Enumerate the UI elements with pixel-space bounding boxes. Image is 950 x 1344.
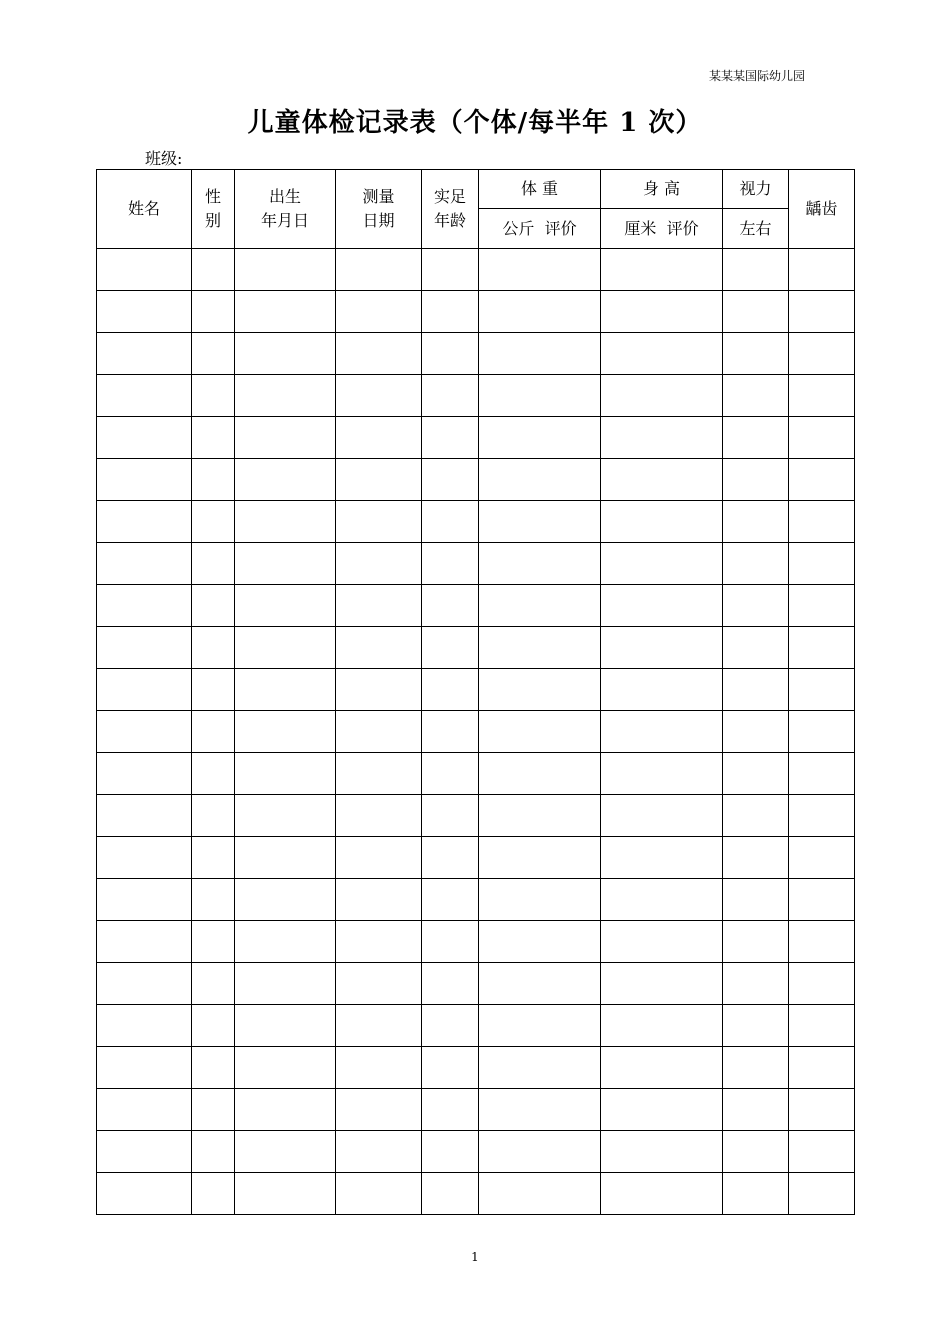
cell-name[interactable]	[97, 585, 192, 627]
cell-weight[interactable]	[479, 1047, 601, 1089]
header-height-sub: 厘米 评价	[601, 209, 723, 249]
cell-sex[interactable]	[192, 837, 235, 879]
cell-caries[interactable]	[789, 1131, 855, 1173]
cell-weight[interactable]	[479, 837, 601, 879]
cell-vision[interactable]	[723, 879, 789, 921]
page-title: 儿童体检记录表（个体/每半年 1 次）	[247, 108, 703, 138]
cell-weight[interactable]	[479, 963, 601, 1005]
cell-birth-date[interactable]	[235, 249, 336, 291]
table-row	[97, 711, 855, 753]
page-number: 1	[471, 1250, 479, 1264]
cell-sex[interactable]	[192, 963, 235, 1005]
table-row	[97, 1173, 855, 1215]
cell-sex[interactable]	[192, 1047, 235, 1089]
cell-caries[interactable]	[789, 585, 855, 627]
cell-caries[interactable]	[789, 837, 855, 879]
cell-birth-date[interactable]	[235, 585, 336, 627]
cell-height[interactable]	[601, 669, 723, 711]
table-row	[97, 417, 855, 459]
cell-measure-date[interactable]	[336, 1089, 422, 1131]
cell-weight[interactable]	[479, 417, 601, 459]
table-row	[97, 921, 855, 963]
cell-birth-date[interactable]	[235, 963, 336, 1005]
table-row	[97, 627, 855, 669]
cell-age[interactable]	[422, 1047, 479, 1089]
cell-name[interactable]	[97, 501, 192, 543]
cell-birth-date[interactable]	[235, 375, 336, 417]
cell-measure-date[interactable]	[336, 837, 422, 879]
cell-caries[interactable]	[789, 249, 855, 291]
table-row	[97, 249, 855, 291]
cell-name[interactable]	[97, 711, 192, 753]
cell-caries[interactable]	[789, 459, 855, 501]
cell-birth-date[interactable]	[235, 711, 336, 753]
cell-name[interactable]	[97, 249, 192, 291]
cell-height[interactable]	[601, 1005, 723, 1047]
cell-vision[interactable]	[723, 333, 789, 375]
table-row	[97, 1131, 855, 1173]
cell-sex[interactable]	[192, 375, 235, 417]
cell-height[interactable]	[601, 627, 723, 669]
cell-measure-date[interactable]	[336, 1173, 422, 1215]
cell-weight[interactable]	[479, 753, 601, 795]
cell-height[interactable]	[601, 879, 723, 921]
table-row	[97, 837, 855, 879]
cell-birth-date[interactable]	[235, 795, 336, 837]
cell-measure-date[interactable]	[336, 375, 422, 417]
header-vision-sub: 左右	[723, 209, 789, 249]
cell-height[interactable]	[601, 1089, 723, 1131]
table-row	[97, 1005, 855, 1047]
cell-weight[interactable]	[479, 501, 601, 543]
cell-weight[interactable]	[479, 1173, 601, 1215]
cell-vision[interactable]	[723, 585, 789, 627]
cell-name[interactable]	[97, 417, 192, 459]
cell-age[interactable]	[422, 459, 479, 501]
cell-weight[interactable]	[479, 585, 601, 627]
cell-sex[interactable]	[192, 1173, 235, 1215]
cell-sex[interactable]	[192, 921, 235, 963]
cell-birth-date[interactable]	[235, 753, 336, 795]
cell-caries[interactable]	[789, 963, 855, 1005]
cell-vision[interactable]	[723, 501, 789, 543]
cell-height[interactable]	[601, 459, 723, 501]
cell-measure-date[interactable]	[336, 879, 422, 921]
cell-measure-date[interactable]	[336, 249, 422, 291]
cell-vision[interactable]	[723, 711, 789, 753]
cell-age[interactable]	[422, 375, 479, 417]
health-record-table	[96, 169, 855, 1215]
cell-caries[interactable]	[789, 375, 855, 417]
cell-vision[interactable]	[723, 837, 789, 879]
cell-measure-date[interactable]	[336, 543, 422, 585]
cell-birth-date[interactable]	[235, 837, 336, 879]
cell-caries[interactable]	[789, 1047, 855, 1089]
cell-birth-date[interactable]	[235, 501, 336, 543]
cell-caries[interactable]	[789, 1089, 855, 1131]
header-age: 实足 年龄	[422, 170, 479, 249]
cell-birth-date[interactable]	[235, 417, 336, 459]
class-label: 班级:	[145, 149, 183, 168]
cell-vision[interactable]	[723, 1047, 789, 1089]
cell-vision[interactable]	[723, 669, 789, 711]
cell-age[interactable]	[422, 333, 479, 375]
cell-vision[interactable]	[723, 1089, 789, 1131]
cell-name[interactable]	[97, 627, 192, 669]
cell-name[interactable]	[97, 669, 192, 711]
table-row	[97, 543, 855, 585]
cell-measure-date[interactable]	[336, 459, 422, 501]
header-vision: 视力	[723, 170, 789, 209]
cell-birth-date[interactable]	[235, 879, 336, 921]
cell-weight[interactable]	[479, 333, 601, 375]
cell-measure-date[interactable]	[336, 753, 422, 795]
cell-name[interactable]	[97, 543, 192, 585]
cell-measure-date[interactable]	[336, 501, 422, 543]
cell-vision[interactable]	[723, 249, 789, 291]
cell-name[interactable]	[97, 375, 192, 417]
cell-vision[interactable]	[723, 795, 789, 837]
cell-age[interactable]	[422, 669, 479, 711]
cell-name[interactable]	[97, 921, 192, 963]
header-caries: 龋齿	[789, 170, 855, 249]
cell-sex[interactable]	[192, 333, 235, 375]
cell-name[interactable]	[97, 1131, 192, 1173]
cell-name[interactable]	[97, 333, 192, 375]
cell-caries[interactable]	[789, 417, 855, 459]
cell-vision[interactable]	[723, 921, 789, 963]
header-birth-date: 出生 年月日	[235, 170, 336, 249]
cell-sex[interactable]	[192, 627, 235, 669]
cell-vision[interactable]	[723, 1131, 789, 1173]
cell-height[interactable]	[601, 585, 723, 627]
cell-sex[interactable]	[192, 879, 235, 921]
cell-height[interactable]	[601, 1131, 723, 1173]
header-name: 姓名	[97, 170, 192, 249]
cell-caries[interactable]	[789, 669, 855, 711]
cell-height[interactable]	[601, 417, 723, 459]
cell-age[interactable]	[422, 753, 479, 795]
cell-birth-date[interactable]	[235, 291, 336, 333]
cell-age[interactable]	[422, 963, 479, 1005]
cell-caries[interactable]	[789, 1005, 855, 1047]
table-row	[97, 333, 855, 375]
cell-height[interactable]	[601, 795, 723, 837]
cell-age[interactable]	[422, 501, 479, 543]
header-height: 身 高	[601, 170, 723, 209]
cell-age[interactable]	[422, 585, 479, 627]
cell-measure-date[interactable]	[336, 417, 422, 459]
cell-weight[interactable]	[479, 249, 601, 291]
cell-measure-date[interactable]	[336, 291, 422, 333]
cell-weight[interactable]	[479, 627, 601, 669]
cell-age[interactable]	[422, 921, 479, 963]
cell-birth-date[interactable]	[235, 543, 336, 585]
cell-birth-date[interactable]	[235, 1089, 336, 1131]
kindergarten-name: 某某某国际幼儿园	[708, 69, 805, 83]
cell-age[interactable]	[422, 1005, 479, 1047]
cell-name[interactable]	[97, 291, 192, 333]
cell-vision[interactable]	[723, 543, 789, 585]
cell-vision[interactable]	[723, 375, 789, 417]
cell-sex[interactable]	[192, 417, 235, 459]
cell-sex[interactable]	[192, 501, 235, 543]
cell-caries[interactable]	[789, 711, 855, 753]
cell-caries[interactable]	[789, 543, 855, 585]
cell-name[interactable]	[97, 1047, 192, 1089]
cell-age[interactable]	[422, 837, 479, 879]
cell-measure-date[interactable]	[336, 627, 422, 669]
cell-name[interactable]	[97, 795, 192, 837]
header-weight: 体 重	[479, 170, 601, 209]
cell-height[interactable]	[601, 543, 723, 585]
cell-age[interactable]	[422, 543, 479, 585]
cell-birth-date[interactable]	[235, 1005, 336, 1047]
cell-height[interactable]	[601, 375, 723, 417]
table-row	[97, 795, 855, 837]
table-row	[97, 585, 855, 627]
cell-birth-date[interactable]	[235, 1047, 336, 1089]
header-measure-date: 测量 日期	[336, 170, 422, 249]
cell-vision[interactable]	[723, 963, 789, 1005]
cell-height[interactable]	[601, 1173, 723, 1215]
cell-caries[interactable]	[789, 1173, 855, 1215]
cell-birth-date[interactable]	[235, 669, 336, 711]
cell-measure-date[interactable]	[336, 963, 422, 1005]
cell-measure-date[interactable]	[336, 1047, 422, 1089]
header-weight-sub: 公斤 评价	[479, 209, 601, 249]
cell-weight[interactable]	[479, 459, 601, 501]
cell-name[interactable]	[97, 753, 192, 795]
cell-caries[interactable]	[789, 921, 855, 963]
cell-height[interactable]	[601, 249, 723, 291]
cell-weight[interactable]	[479, 879, 601, 921]
cell-age[interactable]	[422, 291, 479, 333]
cell-sex[interactable]	[192, 543, 235, 585]
table-row	[97, 1047, 855, 1089]
table-row	[97, 879, 855, 921]
cell-sex[interactable]	[192, 291, 235, 333]
cell-weight[interactable]	[479, 375, 601, 417]
table-row	[97, 375, 855, 417]
cell-height[interactable]	[601, 1047, 723, 1089]
cell-sex[interactable]	[192, 1131, 235, 1173]
cell-birth-date[interactable]	[235, 1131, 336, 1173]
table-row	[97, 501, 855, 543]
cell-height[interactable]	[601, 711, 723, 753]
cell-vision[interactable]	[723, 417, 789, 459]
cell-sex[interactable]	[192, 585, 235, 627]
cell-vision[interactable]	[723, 1005, 789, 1047]
table-row	[97, 963, 855, 1005]
cell-caries[interactable]	[789, 795, 855, 837]
cell-weight[interactable]	[479, 1005, 601, 1047]
cell-sex[interactable]	[192, 711, 235, 753]
cell-caries[interactable]	[789, 753, 855, 795]
table-row	[97, 1089, 855, 1131]
cell-height[interactable]	[601, 333, 723, 375]
cell-measure-date[interactable]	[336, 795, 422, 837]
cell-measure-date[interactable]	[336, 921, 422, 963]
cell-sex[interactable]	[192, 249, 235, 291]
cell-vision[interactable]	[723, 753, 789, 795]
cell-measure-date[interactable]	[336, 1131, 422, 1173]
cell-age[interactable]	[422, 1131, 479, 1173]
cell-height[interactable]	[601, 837, 723, 879]
cell-measure-date[interactable]	[336, 669, 422, 711]
cell-birth-date[interactable]	[235, 921, 336, 963]
cell-weight[interactable]	[479, 921, 601, 963]
cell-height[interactable]	[601, 753, 723, 795]
cell-name[interactable]	[97, 963, 192, 1005]
cell-vision[interactable]	[723, 291, 789, 333]
cell-caries[interactable]	[789, 627, 855, 669]
cell-caries[interactable]	[789, 291, 855, 333]
table-body	[97, 249, 855, 1215]
cell-age[interactable]	[422, 249, 479, 291]
cell-weight[interactable]	[479, 669, 601, 711]
cell-name[interactable]	[97, 1089, 192, 1131]
table-row	[97, 291, 855, 333]
cell-weight[interactable]	[479, 795, 601, 837]
cell-vision[interactable]	[723, 459, 789, 501]
cell-name[interactable]	[97, 837, 192, 879]
cell-weight[interactable]	[479, 543, 601, 585]
cell-age[interactable]	[422, 627, 479, 669]
cell-age[interactable]	[422, 417, 479, 459]
cell-sex[interactable]	[192, 753, 235, 795]
cell-name[interactable]	[97, 1005, 192, 1047]
cell-measure-date[interactable]	[336, 711, 422, 753]
cell-measure-date[interactable]	[336, 1005, 422, 1047]
cell-weight[interactable]	[479, 291, 601, 333]
cell-caries[interactable]	[789, 501, 855, 543]
cell-birth-date[interactable]	[235, 627, 336, 669]
cell-birth-date[interactable]	[235, 459, 336, 501]
cell-measure-date[interactable]	[336, 585, 422, 627]
cell-measure-date[interactable]	[336, 333, 422, 375]
cell-height[interactable]	[601, 921, 723, 963]
table-row	[97, 459, 855, 501]
cell-age[interactable]	[422, 1089, 479, 1131]
cell-birth-date[interactable]	[235, 333, 336, 375]
header-sex: 性 别	[192, 170, 235, 249]
cell-age[interactable]	[422, 795, 479, 837]
cell-age[interactable]	[422, 1173, 479, 1215]
cell-sex[interactable]	[192, 1005, 235, 1047]
cell-age[interactable]	[422, 879, 479, 921]
cell-weight[interactable]	[479, 711, 601, 753]
cell-sex[interactable]	[192, 669, 235, 711]
cell-birth-date[interactable]	[235, 1173, 336, 1215]
cell-weight[interactable]	[479, 1131, 601, 1173]
cell-height[interactable]	[601, 963, 723, 1005]
cell-name[interactable]	[97, 879, 192, 921]
cell-name[interactable]	[97, 1173, 192, 1215]
cell-caries[interactable]	[789, 333, 855, 375]
cell-weight[interactable]	[479, 1089, 601, 1131]
cell-sex[interactable]	[192, 459, 235, 501]
cell-height[interactable]	[601, 501, 723, 543]
cell-age[interactable]	[422, 711, 479, 753]
cell-height[interactable]	[601, 291, 723, 333]
cell-sex[interactable]	[192, 795, 235, 837]
table-row	[97, 669, 855, 711]
cell-sex[interactable]	[192, 1089, 235, 1131]
cell-caries[interactable]	[789, 879, 855, 921]
cell-vision[interactable]	[723, 1173, 789, 1215]
cell-vision[interactable]	[723, 627, 789, 669]
table-row	[97, 753, 855, 795]
cell-name[interactable]	[97, 459, 192, 501]
